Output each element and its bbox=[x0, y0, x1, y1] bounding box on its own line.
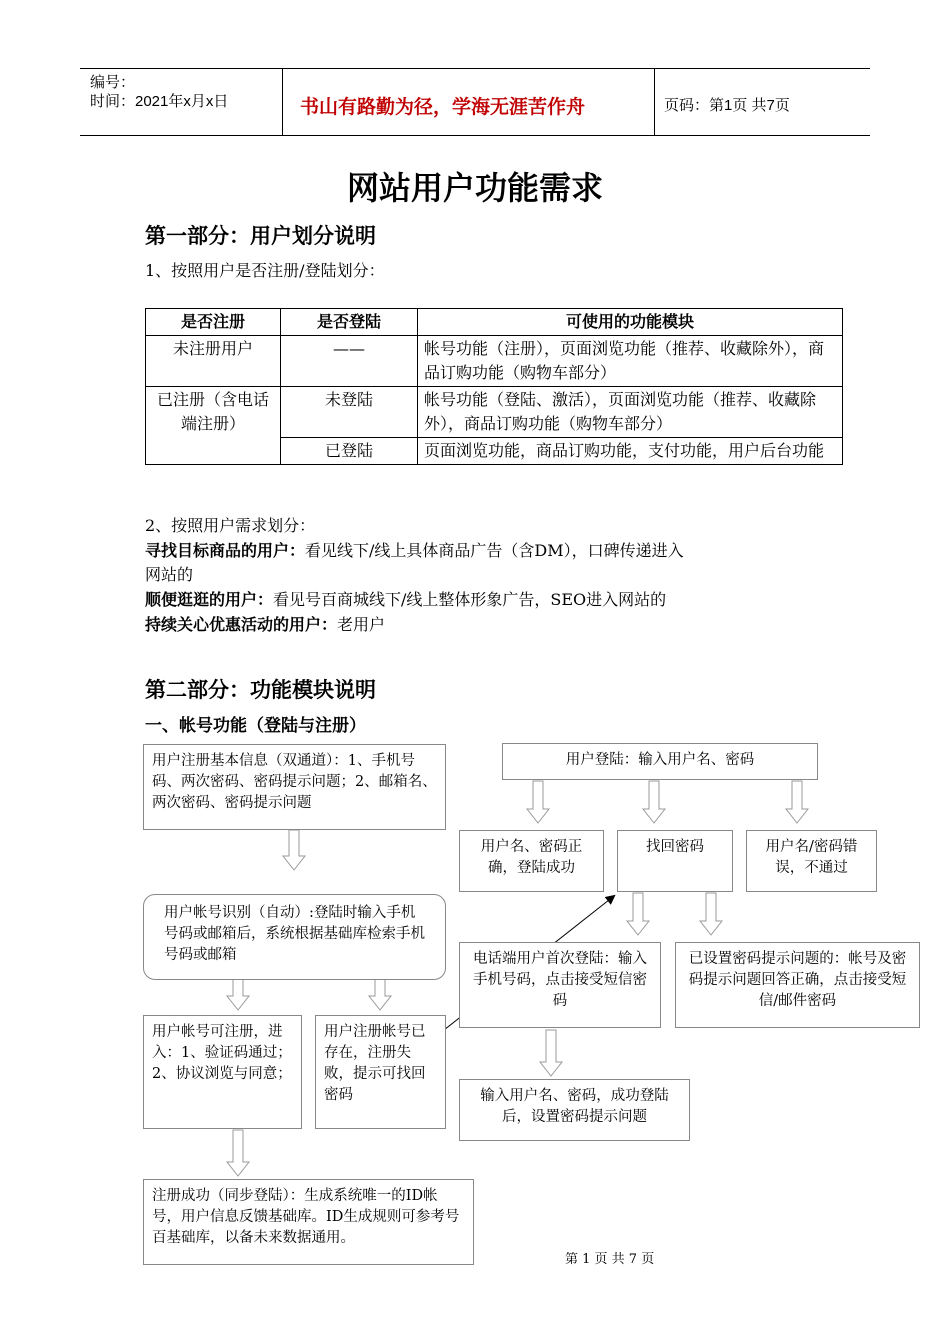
table-cell: —— bbox=[281, 336, 418, 387]
part1-heading: 第一部分：用户划分说明 bbox=[145, 224, 376, 248]
need-text: 看见线下/线上具体商品广告（含DM），口碑传递进入 bbox=[305, 541, 684, 560]
arrow-down-icon bbox=[283, 830, 305, 870]
need-text: 看见号百商城线下/线上整体形象广告，SEO进入网站的 bbox=[273, 590, 667, 609]
page-footer: 第 1 页 共 7 页 bbox=[565, 1252, 655, 1267]
arrow-down-icon bbox=[227, 1130, 249, 1176]
table-cell: 已登陆 bbox=[281, 438, 418, 465]
flow-box-login-success: 用户名、密码正确，登陆成功 bbox=[459, 830, 604, 892]
table-header-cell: 是否注册 bbox=[146, 309, 281, 336]
arrow-down-icon bbox=[643, 781, 665, 823]
need-label: 寻找目标商品的用户： bbox=[145, 541, 306, 560]
part1-item2: 2、按照用户需求划分： bbox=[145, 516, 316, 535]
flow-box-login-fail: 用户名/密码错误，不通过 bbox=[746, 830, 877, 892]
flow-box-register-info: 用户注册基本信息（双通道）：1、手机号码、两次密码、密码提示问题；2、邮箱名、两次密码、密码提示问题 bbox=[143, 744, 446, 830]
part2-subheading: 一、帐号功能（登陆与注册） bbox=[145, 716, 366, 736]
arrow-down-icon bbox=[527, 781, 549, 823]
flow-box-has-question: 已设置密码提示问题的：帐号及密码提示问题回答正确，点击接受短信/邮件密码 bbox=[675, 942, 920, 1028]
flow-box-find-password: 找回密码 bbox=[617, 830, 733, 892]
page-title: 网站用户功能需求 bbox=[346, 169, 603, 207]
flow-box-login: 用户登陆：输入用户名、密码 bbox=[502, 743, 818, 780]
table-cell: 已注册（含电话端注册） bbox=[146, 387, 281, 465]
table-cell: 帐号功能（登陆、激活），页面浏览功能（推荐、收藏除外），商品订购功能（购物车部分） bbox=[418, 387, 843, 438]
flow-box-phone-first-login: 电话端用户首次登陆：输入手机号码，点击接受短信密码 bbox=[459, 942, 661, 1028]
need-text: 老用户 bbox=[337, 615, 386, 634]
table-cell: 页面浏览功能，商品订购功能，支付功能，用户后台功能 bbox=[418, 438, 843, 465]
header-motto: 书山有路勤为径，学海无涯苦作舟 bbox=[300, 96, 586, 118]
part1-item1: 1、按照用户是否注册/登陆划分： bbox=[145, 261, 385, 280]
need-label: 持续关心优惠活动的用户： bbox=[145, 615, 338, 634]
need-line-continued: 网站的 bbox=[145, 565, 194, 584]
table-cell: 未注册用户 bbox=[146, 336, 281, 387]
flow-box-register-success: 注册成功（同步登陆）：生成系统唯一的ID帐号，用户信息反馈基础库。ID生成规则可参考号百基础库，以备未来数据通用。 bbox=[143, 1179, 474, 1265]
flow-box-account-exists: 用户注册帐号已存在，注册失败，提示可找回密码 bbox=[315, 1015, 446, 1129]
arrow-down-icon bbox=[700, 893, 722, 935]
document-date: 时间：2021年x月x日 bbox=[90, 93, 229, 110]
arrow-down-icon bbox=[540, 1030, 562, 1076]
arrow-down-icon bbox=[627, 893, 649, 935]
table-cell: 未登陆 bbox=[281, 387, 418, 438]
table-cell: 帐号功能（注册），页面浏览功能（推荐、收藏除外），商品订购功能（购物车部分） bbox=[418, 336, 843, 387]
flow-box-account-identify: 用户帐号识别（自动）:登陆时输入手机号码或邮箱后，系统根据基础库检索手机号码或邮箱 bbox=[143, 894, 446, 980]
arrow-down-icon bbox=[786, 781, 808, 823]
part2-heading: 第二部分：功能模块说明 bbox=[145, 678, 376, 702]
document-number-label: 编号： bbox=[90, 74, 136, 91]
page-number-label: 页码：第1页 共7页 bbox=[664, 97, 790, 114]
need-label: 顺便逛逛的用户： bbox=[145, 590, 274, 609]
table-header-cell: 可使用的功能模块 bbox=[418, 309, 843, 336]
flow-box-can-register: 用户帐号可注册，进入：1、验证码通过；2、协议浏览与同意； bbox=[143, 1015, 302, 1129]
flow-box-set-question: 输入用户名、密码，成功登陆后，设置密码提示问题 bbox=[459, 1079, 690, 1141]
table-header-cell: 是否登陆 bbox=[281, 309, 418, 336]
